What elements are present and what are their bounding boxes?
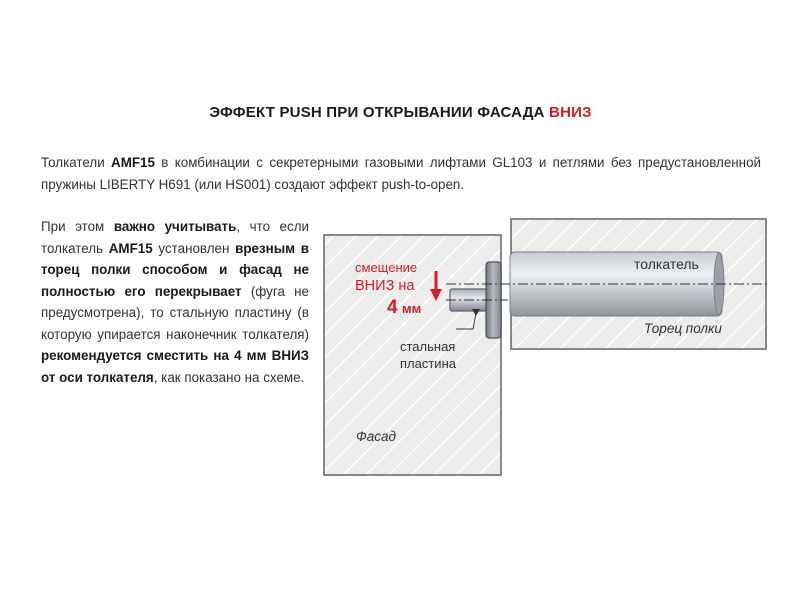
pusher-label: толкатель [634,256,699,272]
plate-label-1: стальная [400,339,456,354]
side-bold-3: врезным в торец полки способом и фасад не полностью его перекрывает [41,240,310,299]
shelf-edge-label: Торец полки [644,321,722,336]
shift-value: 4 [387,297,398,318]
side-paragraph [41,216,309,388]
side-text-4: (фуга не предусмотрена), то стальную пластину (в которую упирается наконечник толкателя) [41,283,310,342]
plate-label-2: пластина [400,356,456,371]
shift-label-1: смещение [355,260,418,275]
side-bold-4: рекомендуется сместить на 4 мм ВНИЗ от оси толкателя [41,348,309,385]
installation-diagram [318,205,788,490]
side-text-3: установлен [152,240,236,256]
intro-text-1: Толкатели [41,155,112,170]
side-bold-2: AMF15 [108,240,153,256]
side-bold-1: важно учитывать [113,219,237,234]
intro-bold-model: AMF15 [111,155,155,170]
page-title [0,104,801,121]
shift-label-2: ВНИЗ на [355,278,415,294]
side-text-1: При этом [41,219,114,234]
intro-paragraph [41,152,761,196]
shift-unit: мм [402,301,422,316]
side-text-5: , как показано на схеме. [153,369,305,385]
title-main: ЭФФЕКТ PUSH ПРИ ОТКРЫВАНИИ ФАСАДА [209,104,545,121]
facade-label: Фасад [356,429,396,444]
title-accent: ВНИЗ [549,104,592,121]
intro-text-2: в комбинации с секретерными газовыми лифтами GL103 и петлями без предустановленной пружины LIBERTY H691 (или HS001) создают эффект push-to-open. [41,155,762,192]
side-text-2: , что если толкатель [41,219,309,256]
